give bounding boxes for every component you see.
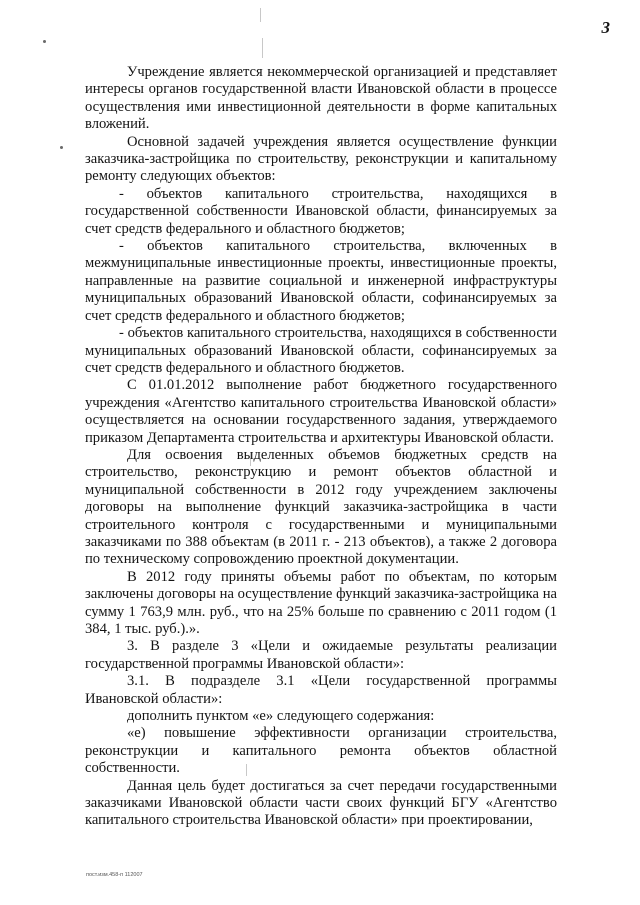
paragraph: 3. В разделе 3 «Цели и ожидаемые результаты реализации государственной программы Ивановской области»: xyxy=(85,638,557,672)
footer-code: пост.изм.458-п 112007 xyxy=(86,872,143,878)
scan-artifact-line xyxy=(262,38,263,58)
paragraph: Учреждение является некоммерческой организацией и представляет интересы органов государственной власти Ивановской области в процессе осуществления ими инвестиционной деятельности в форме капитальных вложений. xyxy=(85,64,557,133)
scan-artifact-dot xyxy=(43,40,46,43)
scan-artifact-dot xyxy=(60,146,63,149)
paragraph: 3.1. В подразделе 3.1 «Цели государственной программы Ивановской области»: xyxy=(85,673,557,707)
paragraph: Для освоения выделенных объемов бюджетных средств на строительство, реконструкцию и ремонт объектов областной и муниципальной собственности в 2012 году учреждением заключены договоры на выполнение функций заказчика-застройщика в части строительного контроля с государственными и муниципальными заказчиками по 388 объектам (в 2011 г. - 213 объектов), а также 2 договора по техническому сопровождению проектной документации. xyxy=(85,446,557,568)
scan-artifact-line xyxy=(260,8,261,22)
paragraph: «е) повышение эффективности организации строительства, реконструкции и капитального ремонта объектов областной собственности. xyxy=(85,725,557,777)
paragraph: Данная цель будет достигаться за счет передачи государственными заказчиками Ивановской области части своих функций БГУ «Агентство капитального строительства Ивановской области» при проектировании, xyxy=(85,777,557,829)
paragraph: С 01.01.2012 выполнение работ бюджетного государственного учреждения «Агентство капитального строительства Ивановской области» осуществляется на основании государственного задания, утверждаемого приказом Департамента строительства и архитектуры Ивановской области. xyxy=(85,377,557,446)
document-body xyxy=(85,64,557,830)
list-item: - объектов капитального строительства, находящихся в государственной собственности Ивановской области, финансируемых за счет средств федерального и областного бюджетов; xyxy=(85,185,557,237)
paragraph: Основной задачей учреждения является осуществление функции заказчика-застройщика по строительству, реконструкции и капитальному ремонту следующих объектов: xyxy=(85,133,557,185)
paragraph: дополнить пунктом «е» следующего содержания: xyxy=(127,708,435,725)
list-item: - объектов капитального строительства, включенных в межмуниципальные инвестиционные проекты, инвестиционные проекты, направленные на развитие социальной и инженерной инфраструктуры муниципальных образований Ивановской области, софинансируемых за счет средств федерального и областного бюджетов; xyxy=(85,238,557,324)
page-number: 3 xyxy=(601,18,610,37)
paragraph: В 2012 году приняты объемы работ по объектам, по которым заключены договоры на осуществление функций заказчика-застройщика на сумму 1 763,9 млн. руб., что на 25% больше по сравнению с 2011 годом (1 384, 1 тыс. руб.).». xyxy=(85,568,557,637)
list-item: - объектов капитального строительства, находящихся в собственности муниципальных образований Ивановской области, софинансируемых за счет средств федерального и областного бюджетов. xyxy=(85,325,557,376)
